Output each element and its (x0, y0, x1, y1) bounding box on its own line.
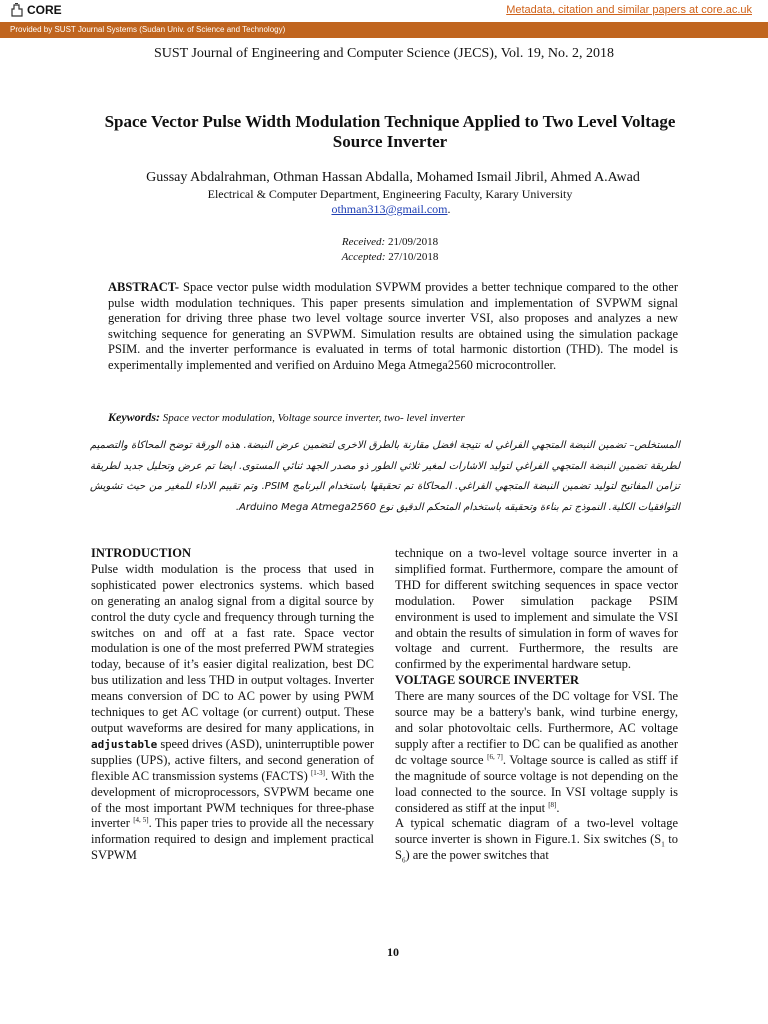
intro-continued-text: technique on a two-level voltage source inverter in a simplified format. Furthermore, compare the amount of THD for different switching sequences in space vector modulation. Power simulation package PSIM environment is used to implement and simulate the VSI and obtain the results of simulation in form of waves for voltage and current. Furthermore, the results are confirmed by the experimental hardware setup. (395, 546, 678, 672)
email-line (0, 202, 768, 217)
received-date: 21/09/2018 (387, 236, 439, 248)
affiliation: Electrical & Computer Department, Engineering Faculty, Karary University (207, 187, 573, 201)
vsi2-text-a: A typical schematic diagram of a two-level voltage source inverter is shown in Figure.1. Six switches (S (395, 816, 678, 847)
received-label: Received: (341, 236, 386, 248)
abstract-text: Space vector pulse width modulation SVPWM provides a better technique compared to the other pulse width modulation techniques. This paper presents simulation and implementation of SVPWM signal generation for driving three phase two level voltage source inverter VSI, also proposes and analyzes a new switching sequence for generating an SVPWM. Simulation results are obtained using the simulation package PSIM. and the inverter performance is evaluated in terms of total harmonic distortion (THD). The model is experimentally implemented and verified on Arduino Mega Atmega2560 microcontroller. (108, 280, 678, 372)
arabic-abstract: المستخلص– تضمين النبضة المتجهي الفراغي له نتيجة افضل مقارنة بالطرق الاخرى لتضمين عرض النبضة. هذه الورقة توضح المحاكاة والتصميم لطريقة تضمين النبضة المتجهي الفراغي لتوليد الاشارات لمغير ثلاثي الطور ذو مصدر الجهد ثنائي المستوى. ايضا تم عرض وتحليل جديد لطريقة تزامن المفاتيح لتوليد تضمين النبضة المتجهي الفراغي. المحاكاة تم تحقيقها باستخدام البرنامج PSIM. وتم تقييم الاداء للمغير من حيث تشويش التوافقيات الكلية. النموذج تم بناءة وتحقيقه باستخدام المتحكم الدقيق نوع Arduino Mega Atmega2560. (90, 440, 680, 513)
citation-6-7[interactable]: [6, 7] (487, 752, 503, 761)
vsi-paragraph-1 (395, 689, 678, 816)
page-number: 10 (387, 945, 399, 959)
vsi-paragraph-2 (395, 816, 678, 864)
right-column (395, 546, 678, 864)
left-column (91, 546, 374, 864)
introduction-heading: INTRODUCTION (91, 546, 192, 560)
intro-text-a: Pulse width modulation is the process that used in sophisticated power electronics systems. which based on generating an analog signal from a digital source by control the duty cycle and frequency through turning the switches on and off at a fast rate. Space vector modulation is one of the most preferred PWM strategies today, because of it’s easier digital realization, best DC bus utilization and less THD in output voltages. Inverter means conversion of DC to AC power by using PWM techniques to get AC voltage (or current) output. These output waveforms are desired for many applications, in (91, 561, 374, 735)
author-list: Gussay Abdalrahman, Othman Hassan Abdalla, Mohamed Ismail Jibril, Ahmed A.Awad (146, 170, 640, 185)
intro-continued (395, 546, 678, 673)
citation-1-3[interactable]: [1-3] (310, 768, 325, 777)
core-metadata-link[interactable]: Metadata, citation and similar papers at core.ac.uk (506, 4, 752, 16)
abstract (108, 280, 678, 374)
vsi2-text-c: ) are the power switches that (405, 848, 549, 863)
author-email-link[interactable]: othman313@gmail.com (331, 202, 448, 216)
keywords-label: Keywords: (108, 410, 160, 424)
core-header (0, 0, 768, 22)
core-logo[interactable] (10, 3, 62, 17)
accepted-label: Accepted: (341, 251, 386, 263)
vsi-text-c: . (556, 800, 560, 815)
abstract-label: ABSTRACT- (108, 280, 180, 294)
vsi-text-a: There are many sources of the DC voltage for VSI. The source may be a battery's bank, wind turbine energy, and solar photovoltaic cells. Furthermore, AC voltage supply after a rectifier to DC can be qualified as another dc voltage source (395, 689, 678, 767)
vsi-text-b: . Voltage source is called as stiff if the magnitude of source voltage is not depending on the load connected to the source. In VSI voltage supply is considered as stiff at the input (395, 752, 678, 815)
journal-header: SUST Journal of Engineering and Computer Science (JECS), Vol. 19, No. 2, 2018 (153, 46, 615, 61)
keywords (108, 410, 678, 425)
introduction-paragraph (91, 562, 374, 864)
vsi-heading: VOLTAGE SOURCE INVERTER (395, 673, 580, 688)
citation-8[interactable]: [8] (548, 800, 557, 809)
keywords-text: Space vector modulation, Voltage source inverter, two- level inverter (162, 412, 465, 424)
intro-text-c: . With the development of microprocessors, SVPWM became one of the most important PWM techniques for three-phase inverter (91, 768, 374, 831)
accepted-date: 27/10/2018 (388, 251, 439, 263)
vsi2-text-b: to S (395, 832, 678, 863)
paper-title: Space Vector Pulse Width Modulation Technique Applied to Two Level Voltage Source Inverter (104, 112, 676, 151)
dates-block (0, 235, 768, 265)
intro-text-d: . This paper tries to provide all the necessary information required to design and implement practical SVPWM (91, 816, 374, 863)
intro-bold-word: adjustable (91, 737, 158, 751)
provided-by-banner: Provided by SUST Journal Systems (Sudan Univ. of Science and Technology) (0, 22, 768, 38)
subscript-1: 1 (661, 840, 665, 849)
email-suffix: . (447, 202, 451, 216)
core-logo-icon (10, 3, 24, 17)
intro-text-b: speed drives (ASD), uninterruptible power supplies (UPS), active filters, and second generation of flexible AC transmission systems (FACTS) (91, 736, 374, 783)
citation-4-5[interactable]: [4, 5] (133, 816, 149, 825)
core-logo-text: CORE (27, 3, 62, 17)
subscript-6: 6 (401, 856, 406, 865)
